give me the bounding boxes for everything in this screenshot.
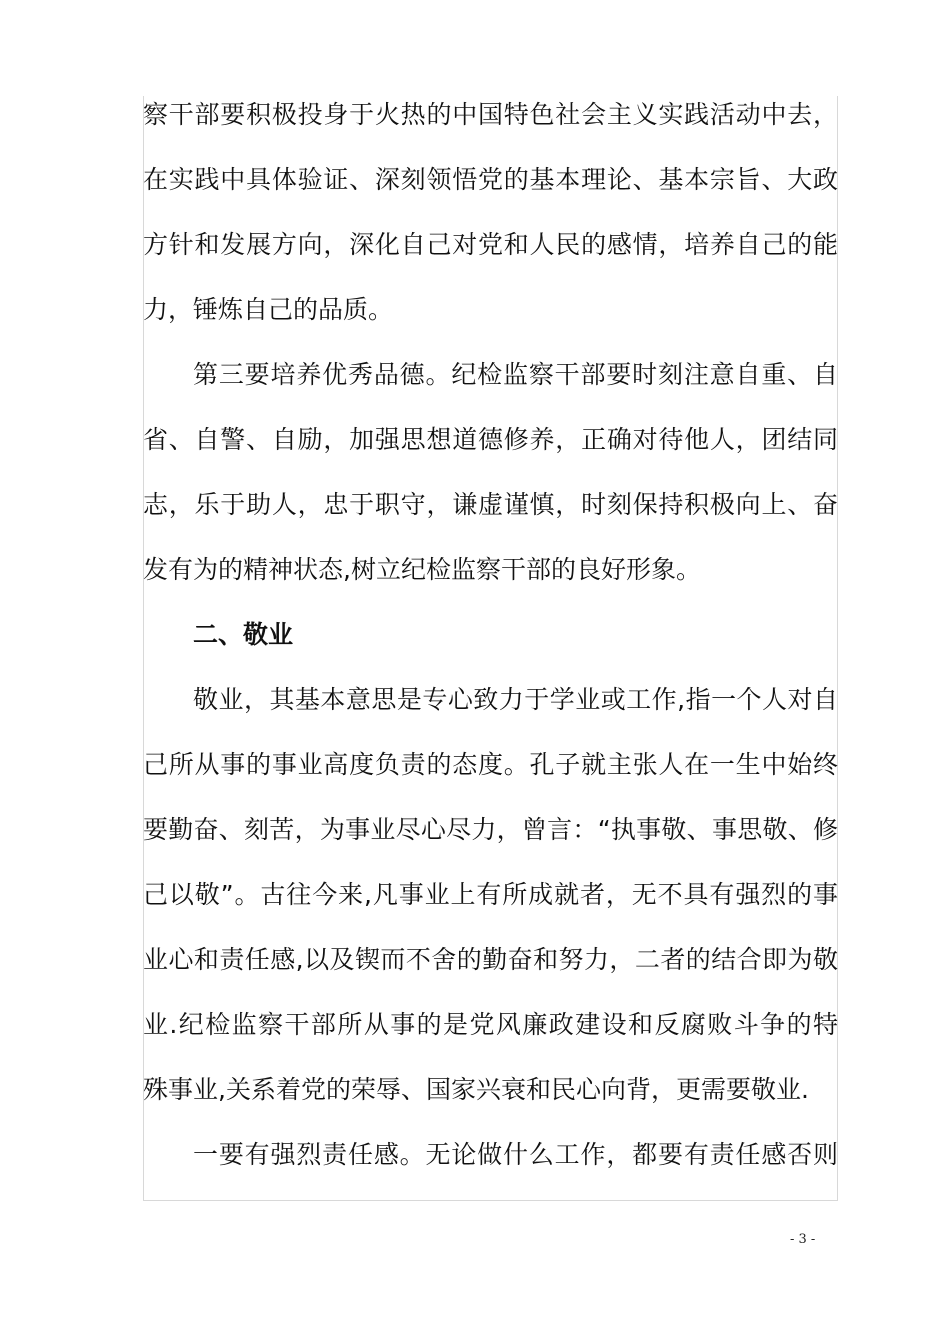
paragraph-start-line: 第三要培养优秀品德。纪检监察干部要时刻注意自重、自 [193, 360, 838, 389]
paragraph-start-line: 一要有强烈责任感。无论做什么工作，都要有责任感否则 [193, 1140, 838, 1169]
body-line: 力，锤炼自己的品质。 [143, 295, 394, 324]
body-line: 方针和发展方向，深化自己对党和人民的感情，培养自己的能 [143, 230, 838, 259]
body-line: 业心和责任感,以及锲而不舍的勤奋和努力，二者的结合即为敬 [143, 945, 838, 974]
body-line: 己以敬”。古往今来,凡事业上有所成就者，无不具有强烈的事 [143, 880, 838, 909]
page-number: - 3 - [790, 1232, 816, 1247]
body-line: 己所从事的事业高度负责的态度。孔子就主张人在一生中始终 [143, 750, 838, 779]
document-body [143, 82, 838, 1187]
body-line: 业.纪检监察干部所从事的是党风廉政建设和反腐败斗争的特 [143, 1010, 838, 1039]
section-heading: 二、敬业 [193, 620, 294, 649]
body-line: 要勤奋、刻苦，为事业尽心尽力，曾言：“执事敬、事思敬、修 [143, 815, 838, 844]
body-line: 在实践中具体验证、深刻领悟党的基本理论、基本宗旨、大政 [143, 165, 838, 194]
body-line: 省、自警、自励，加强思想道德修养，正确对待他人，团结同 [143, 425, 838, 454]
body-line: 志，乐于助人，忠于职守，谦虚谨慎，时刻保持积极向上、奋 [143, 490, 838, 519]
paragraph-start-line: 敬业，其基本意思是专心致力于学业或工作,指一个人对自 [193, 685, 838, 714]
body-line: 殊事业,关系着党的荣辱、国家兴衰和民心向背，更需要敬业. [143, 1075, 809, 1104]
body-line: 察干部要积极投身于火热的中国特色社会主义实践活动中去， [143, 100, 838, 129]
body-line: 发有为的精神状态,树立纪检监察干部的良好形象。 [143, 555, 701, 584]
